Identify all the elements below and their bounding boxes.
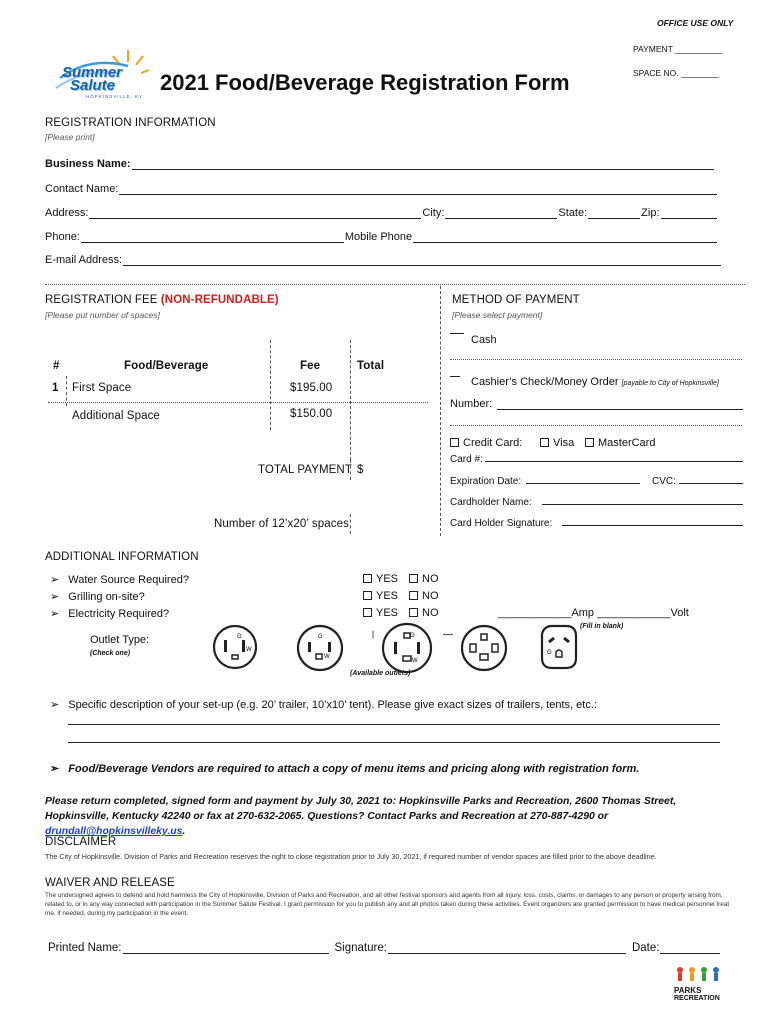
col-number: # [53, 360, 60, 372]
cash-label: Cash [471, 334, 497, 346]
address-field[interactable] [89, 208, 421, 219]
zip-label: Zip: [641, 207, 660, 219]
yes-label: YES [376, 607, 399, 619]
additional-heading: ADDITIONAL INFORMATION [45, 551, 199, 563]
contact-email-link[interactable]: drundall@hopkinsvilleky.us [45, 826, 183, 837]
business-name-field[interactable] [132, 159, 714, 170]
waiver-text: The undersigned agrees to defend and hold harmless the City of Hopkinsville, Division of Parks and Recreation, and all other festival sponsors and agents from all injury, loss, costs, claims, or damages to any person or property arising from, related to, or in any way connected with participation in the Summer Salute Festival. I grant permission for you to publish any and all photos taken during these activities. Event organizers are granted permission to have medical personnel treat me, if needed, during my participation in the event. [45, 892, 730, 917]
business-name-label: Business Name: [45, 158, 131, 170]
return-instructions-text: Please return completed, signed form and payment by July 30, 2021 to: Hopkinsville Parks and Recreation, 2600 Thomas Street, Hopkinsville, Kentucky 42240 or fax at 270-632-2065. Questions? Contact Parks and Recreation at 270-887-4290 or [45, 796, 677, 822]
office-space-field[interactable]: SPACE NO. ________ [633, 68, 719, 78]
credit-card-option[interactable] [450, 437, 522, 449]
svg-text:W: W [246, 647, 252, 653]
disclaimer-text: The City of Hopkinsville, Division of Parks and Recreation reserves the right to close registration prior to July 30, 2021, if required number of vendor spaces are filled prior to the above deadline. [45, 852, 657, 861]
yes-label: YES [376, 590, 399, 602]
signoff-row [48, 942, 721, 954]
outlet-14-50-icon [381, 622, 433, 674]
visa-checkbox[interactable] [540, 438, 549, 447]
return-instructions: Please return completed, signed form and payment by July 30, 2021 to: Hopkinsville Parks and Recreation, 2600 Thomas Street, Hopkinsville, Kentucky 42240 or fax at 270-632-2065. Questions? Contact Parks and Recreation at 270-887-4290 or drundall@hopkinsvilleky.us. [45, 796, 677, 837]
printed-name-field[interactable] [123, 943, 329, 954]
svg-text:G: G [547, 650, 552, 656]
outlet-checkbox-4[interactable] [443, 634, 453, 635]
figures-icon [674, 966, 726, 982]
city-field[interactable] [445, 208, 557, 219]
arrow-bullet-icon: ➢ [50, 608, 60, 620]
electricity-no-checkbox[interactable] [409, 608, 418, 617]
check-number-label: Number: [450, 398, 493, 410]
email-label: E-mail Address: [45, 254, 123, 266]
table-hline [48, 402, 428, 403]
table-vline [350, 340, 351, 460]
expiration-field[interactable] [526, 472, 640, 484]
grilling-no[interactable] [409, 590, 439, 602]
cvc-field[interactable] [679, 472, 743, 484]
phone-field[interactable] [81, 232, 344, 243]
signature-label: Signature: [334, 942, 387, 954]
disclaimer-heading: DISCLAIMER [45, 836, 117, 848]
table-vline [350, 514, 351, 534]
check-number-field[interactable] [497, 398, 743, 410]
check-label [471, 376, 719, 388]
table-vline [270, 340, 271, 430]
no-label: NO [422, 607, 439, 619]
arrow-bullet-icon: ➢ [50, 699, 60, 711]
outlet-tt30-icon [538, 624, 580, 670]
spaces-label: Number of 12’x20’ spaces [214, 518, 349, 530]
waiver-heading: WAIVER AND RELEASE [45, 877, 175, 889]
address-label: Address: [45, 207, 89, 219]
date-field[interactable] [660, 943, 720, 954]
grilling-yes-checkbox[interactable] [363, 591, 372, 600]
fee-note: [Please put number of spaces] [45, 310, 160, 320]
cvc-label: CVC: [652, 476, 676, 487]
row1-item: First Space [72, 382, 132, 394]
state-field[interactable] [588, 208, 640, 219]
svg-text:G: G [237, 634, 242, 640]
total-payment-label: TOTAL PAYMENT [258, 464, 352, 476]
outlet-option-3[interactable] [381, 622, 433, 674]
row1-number: 1 [52, 382, 59, 394]
water-yes-checkbox[interactable] [363, 574, 372, 583]
column-divider [440, 286, 441, 536]
grilling-question [50, 590, 145, 603]
email-field[interactable] [123, 255, 721, 266]
contact-name-label: Contact Name: [45, 183, 119, 195]
water-question-text: Water Source Required? [68, 574, 189, 586]
amp-volt-fields[interactable]: ____________Amp ____________Volt [498, 607, 689, 619]
recreation-logo-text: RECREATION [674, 995, 720, 1002]
card-number-label: Card #: [450, 454, 483, 465]
check-label-text: Cashier’s Check/Money Order [471, 376, 619, 388]
business-name-row [45, 158, 715, 170]
grilling-no-checkbox[interactable] [409, 591, 418, 600]
fee-nonrefundable: (NON-REFUNDABLE) [160, 294, 279, 306]
outlet-option-5[interactable] [538, 624, 580, 670]
setup-description-text: Specific description of your set-up (e.g. 20’ trailer, 10’x10’ tent). Please give exact sizes of trailers, tents, etc.: [68, 699, 597, 711]
electricity-question [50, 607, 169, 620]
water-question [50, 573, 189, 586]
outlet-option-4[interactable] [460, 624, 508, 672]
card-signature-label: Card Holder Signature: [450, 518, 553, 529]
svg-text:W: W [412, 658, 418, 664]
state-label: State: [558, 207, 588, 219]
electricity-yes[interactable] [363, 607, 398, 619]
payment-heading: METHOD OF PAYMENT [452, 294, 580, 306]
section-divider [45, 284, 745, 285]
printed-name-label: Printed Name: [48, 942, 122, 954]
payment-note: [Please select payment] [452, 310, 543, 320]
svg-text:G: G [410, 633, 415, 639]
yes-label: YES [376, 573, 399, 585]
payment-divider [450, 359, 742, 360]
outlet-5-20-icon [212, 624, 258, 670]
electricity-yes-checkbox[interactable] [363, 608, 372, 617]
office-use-title: OFFICE USE ONLY [657, 18, 734, 28]
logo-text-summer: Summer [62, 64, 123, 81]
svg-text:G: G [318, 634, 323, 640]
check-checkbox[interactable] [450, 376, 460, 377]
col-food-beverage: Food/Beverage [124, 360, 209, 372]
water-no-checkbox[interactable] [409, 574, 418, 583]
email-row [45, 254, 722, 266]
logo-text-salute: Salute [70, 77, 116, 94]
grilling-yes[interactable] [363, 590, 398, 602]
address-row [45, 207, 718, 219]
parks-logo-text: PARKS [674, 986, 702, 995]
outlet-option-2[interactable] [296, 624, 344, 672]
cash-checkbox[interactable] [450, 333, 464, 334]
grilling-question-text: Grilling on-site? [68, 591, 145, 603]
menu-requirement [50, 762, 639, 775]
svg-text:W: W [324, 654, 330, 660]
col-total: Total [357, 360, 385, 372]
signature-field[interactable] [388, 943, 626, 954]
setup-description-field-2[interactable] [68, 731, 720, 743]
available-outlets-note: (Available outlets) [350, 670, 411, 677]
contact-name-field[interactable] [119, 184, 717, 195]
outlet-l14-icon [296, 624, 344, 672]
city-label: City: [422, 207, 445, 219]
outlet-option-1[interactable] [212, 624, 258, 670]
date-label: Date: [631, 942, 660, 954]
cardholder-name-label: Cardholder Name: [450, 497, 532, 508]
mobile-phone-label: Mobile Phone [344, 231, 413, 243]
zip-field[interactable] [661, 208, 717, 219]
phone-label: Phone: [45, 231, 80, 243]
card-signature-field[interactable] [562, 514, 743, 526]
mastercard-option[interactable] [585, 437, 655, 449]
contact-name-row [45, 183, 718, 195]
outlet-6-50-icon [460, 624, 508, 672]
arrow-bullet-icon: ➢ [50, 591, 60, 603]
outlet-checkbox-3[interactable] [373, 631, 374, 639]
fill-in-note: (Fill in blank) [580, 623, 624, 630]
fee-heading-text: REGISTRATION FEE [45, 294, 158, 306]
water-no[interactable] [409, 573, 439, 585]
logo-subtext: HOPKINSVILLE, KY [86, 94, 144, 99]
table-vline [350, 460, 351, 480]
summer-salute-logo [50, 48, 150, 104]
col-fee: Fee [300, 360, 321, 372]
form-title: 2021 Food/Beverage Registration Form [160, 70, 570, 95]
check-one-note: (Check one) [90, 650, 131, 657]
visa-option[interactable] [540, 437, 574, 449]
no-label: NO [422, 573, 439, 585]
visa-label: Visa [553, 437, 575, 449]
card-number-field[interactable] [485, 450, 743, 462]
row2-item: Additional Space [72, 410, 160, 422]
arrow-bullet-icon: ➢ [50, 574, 60, 586]
row2-fee: $150.00 [290, 408, 333, 420]
setup-description [50, 698, 730, 711]
mastercard-label: MasterCard [598, 437, 656, 449]
menu-requirement-text: Food/Beverage Vendors are required to attach a copy of menu items and pricing along with registration form. [68, 763, 640, 775]
phone-row [45, 231, 718, 243]
arrow-bullet-icon: ➢ [50, 763, 60, 775]
check-payable-note: [payable to City of Hopkinsville] [621, 380, 719, 387]
payment-divider [450, 425, 742, 426]
parks-recreation-logo [674, 966, 726, 1010]
outlet-type-label: Outlet Type: [90, 634, 150, 646]
total-payment-field[interactable]: $ [357, 464, 364, 476]
water-yes[interactable] [363, 573, 398, 585]
office-payment-field[interactable]: PAYMENT __________ [633, 44, 723, 54]
mobile-phone-field[interactable] [413, 232, 717, 243]
registration-note: [Please print] [45, 132, 95, 142]
credit-card-label: Credit Card: [463, 437, 523, 449]
electricity-question-text: Electricity Required? [68, 608, 170, 620]
cardholder-name-field[interactable] [542, 493, 743, 505]
electricity-no[interactable] [409, 607, 439, 619]
no-label: NO [422, 590, 439, 602]
row1-fee: $195.00 [290, 382, 333, 394]
mastercard-checkbox[interactable] [585, 438, 594, 447]
expiration-label: Expiration Date: [450, 476, 522, 487]
credit-card-checkbox[interactable] [450, 438, 459, 447]
fee-heading [45, 294, 279, 306]
setup-description-field-1[interactable] [68, 713, 720, 725]
registration-heading: REGISTRATION INFORMATION [45, 117, 216, 129]
